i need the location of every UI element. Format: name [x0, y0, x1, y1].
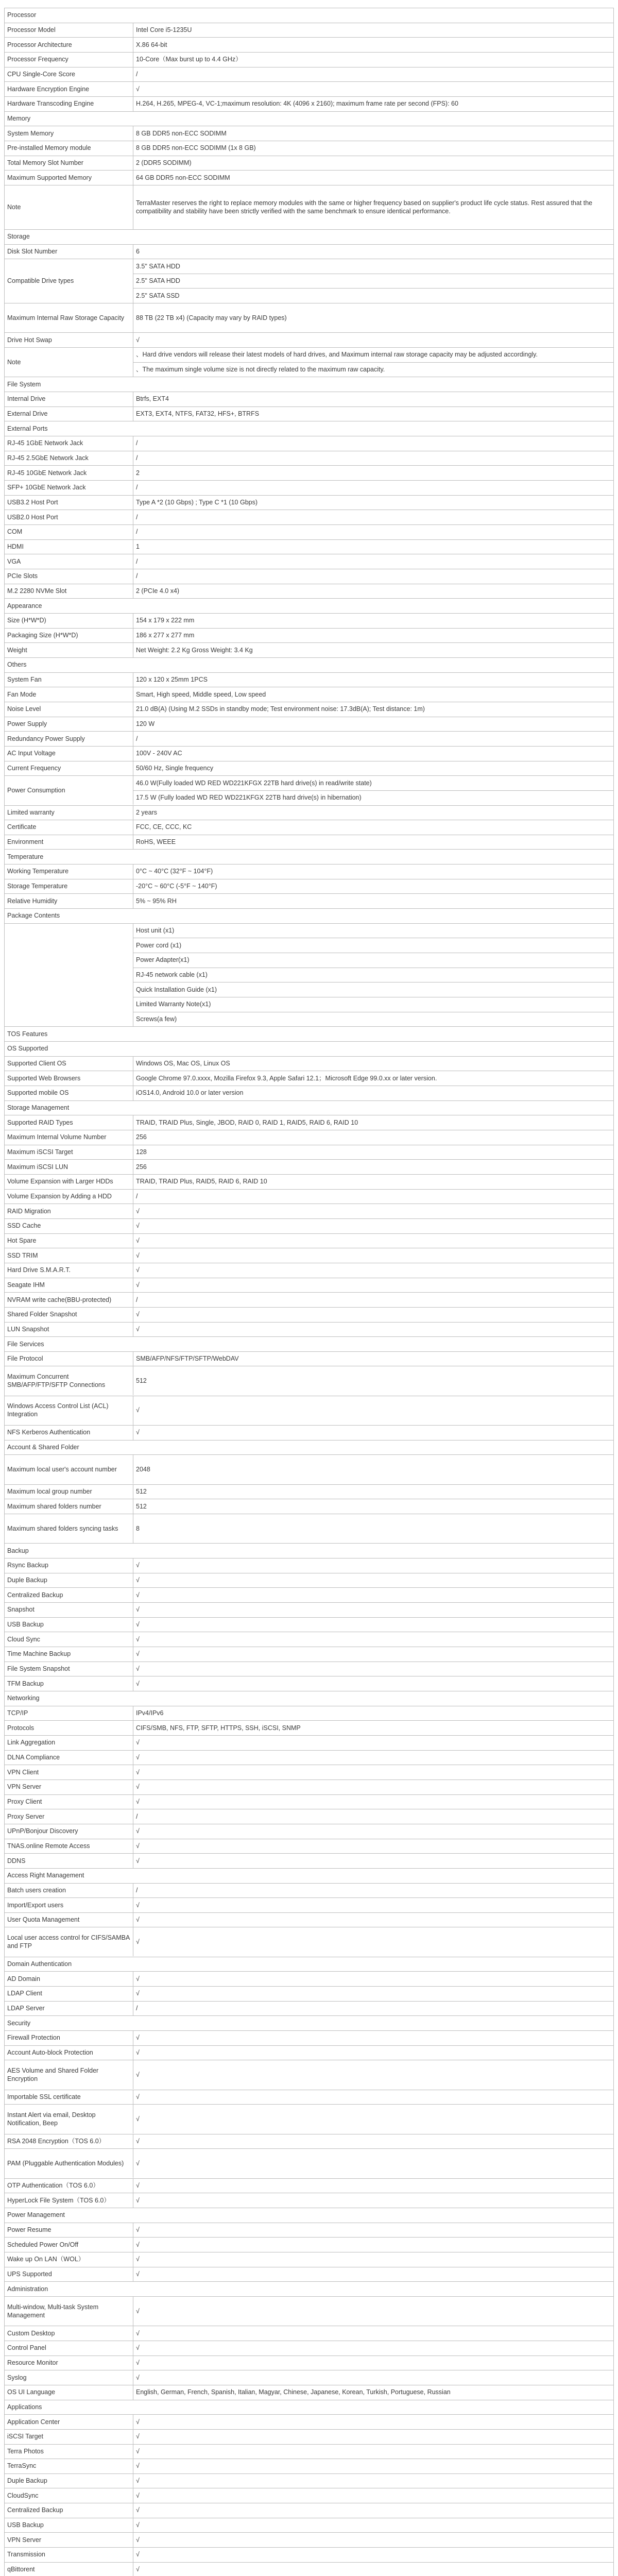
spec-label: VPN Server [7, 1783, 41, 1791]
spec-label: Protocols [7, 1724, 35, 1732]
spec-value: Intel Core i5-1235U [136, 26, 192, 33]
section-header: Appearance [7, 602, 42, 609]
spec-value-line: 2.5" SATA SSD [136, 292, 180, 299]
spec-value: SMB/AFP/NFS/FTP/SFTP/WebDAV [136, 1355, 239, 1363]
spec-label: Maximum Supported Memory [7, 174, 92, 181]
spec-label: Local user access control for CIFS/SAMBA and FTP [7, 1934, 130, 1950]
spec-label: NFS Kerberos Authentication [7, 1429, 91, 1436]
spec-value: √ [136, 336, 140, 344]
spec-value: 21.0 dB(A) (Using M.2 SSDs in standby mode; Test environment noise: 17.3dB(A); Test distance: 1m) [136, 705, 425, 713]
spec-value: 2 years [136, 808, 157, 816]
section-header: Package Contents [7, 912, 60, 920]
spec-value: √ [136, 1325, 140, 1333]
spec-value-line: 46.0 W(Fully loaded WD RED WD221KFGX 22TB hard drive(s) in read/write state) [136, 779, 372, 787]
spec-label: VPN Server [7, 2536, 41, 2544]
spec-label: Seagate IHM [7, 1281, 45, 1289]
section-header: OS Supported [7, 1045, 48, 1053]
row-divider [133, 288, 613, 289]
spec-value: √ [136, 2034, 140, 2042]
spec-label: Compatible Drive types [7, 277, 74, 285]
spec-value: / [136, 1192, 138, 1200]
spec-label: Proxy Client [7, 1798, 42, 1805]
spec-value: H.264, H.265, MPEG-4, VC-1;maximum resolution: 4K (4096 x 2160); maximum frame rate per second (FPS): 60 [136, 100, 458, 108]
spec-value: √ [136, 1783, 140, 1791]
spec-value: Btrfs, EXT4 [136, 395, 169, 403]
spec-label: RAID Migration [7, 1207, 51, 1215]
spec-value-line: 3.5" SATA HDD [136, 262, 180, 270]
spec-value-line: 17.5 W (Fully loaded WD RED WD221KFGX 22TB hard drive(s) in hibernation) [136, 794, 362, 802]
section-header: Security [7, 2019, 31, 2027]
spec-value: √ [136, 2521, 140, 2529]
spec-value: 256 [136, 1163, 147, 1171]
spec-label: Maximum shared folders syncing tasks [7, 1524, 118, 1532]
spec-value: 8 GB DDR5 non-ECC SODIMM [136, 129, 227, 137]
spec-label: Supported RAID Types [7, 1118, 73, 1126]
spec-value: / [136, 439, 138, 447]
spec-value: X.86 64-bit [136, 41, 167, 48]
spec-value: √ [136, 2241, 140, 2248]
spec-value: √ [136, 2196, 140, 2204]
spec-label: Application Center [7, 2418, 60, 2426]
spec-value: 2 (DDR5 SODIMM) [136, 159, 192, 166]
spec-label: Batch users creation [7, 1886, 66, 1894]
section-header: Temperature [7, 853, 44, 860]
spec-value: 120 x 120 x 25mm 1PCS [136, 675, 208, 683]
spec-label: File Protocol [7, 1355, 43, 1363]
spec-label: TFM Backup [7, 1680, 44, 1687]
spec-label: Internal Drive [7, 395, 46, 403]
spec-label: USB2.0 Host Port [7, 513, 58, 521]
spec-value: √ [136, 1222, 140, 1230]
spec-value: √ [136, 2181, 140, 2189]
spec-value-line: Host unit (x1) [136, 927, 175, 935]
spec-label: Power Supply [7, 720, 47, 727]
spec-label: AC Input Voltage [7, 750, 56, 757]
spec-value-line: Screws(a few) [136, 1015, 177, 1023]
spec-value: √ [136, 1901, 140, 1909]
spec-label: Working Temperature [7, 868, 69, 875]
spec-value: TRAID, TRAID Plus, RAID5, RAID 6, RAID 10 [136, 1178, 267, 1185]
spec-value: √ [136, 1680, 140, 1687]
spec-label: Link Aggregation [7, 1739, 56, 1747]
spec-value: / [136, 1296, 138, 1303]
spec-label: Note [7, 203, 21, 211]
spec-value: √ [136, 1827, 140, 1835]
spec-value: √ [136, 2418, 140, 2426]
spec-value: √ [136, 1938, 140, 1946]
spec-label: Hardware Encryption Engine [7, 85, 90, 93]
spec-label: Maximum iSCSI Target [7, 1148, 73, 1156]
spec-value: 256 [136, 1133, 147, 1141]
spec-label: Time Machine Backup [7, 1650, 71, 1658]
spec-label: Cloud Sync [7, 1635, 40, 1643]
spec-value: √ [136, 1635, 140, 1643]
section-header: External Ports [7, 425, 48, 432]
spec-label: Account Auto-block Protection [7, 2049, 93, 2057]
spec-label: Storage Temperature [7, 883, 68, 890]
spec-value: √ [136, 2433, 140, 2441]
spec-label: OTP Authentication（TOS 6.0） [7, 2181, 99, 2189]
spec-label: Weight [7, 646, 27, 654]
spec-label: LUN Snapshot [7, 1325, 49, 1333]
spec-value: √ [136, 2492, 140, 2499]
spec-label: Processor Model [7, 26, 56, 33]
spec-label: Maximum iSCSI LUN [7, 1163, 68, 1171]
spec-label: Disk Slot Number [7, 247, 58, 255]
spec-value: √ [136, 2447, 140, 2455]
spec-label: CPU Single-Core Score [7, 70, 75, 78]
spec-label: Resource Monitor [7, 2359, 58, 2366]
spec-label: Hard Drive S.M.A.R.T. [7, 1266, 71, 1274]
spec-label: DLNA Compliance [7, 1753, 60, 1761]
spec-label: HDMI [7, 543, 24, 550]
spec-label: Shared Folder Snapshot [7, 1311, 77, 1318]
spec-value: 512 [136, 1377, 147, 1385]
spec-label: NVRAM write cache(BBU-protected) [7, 1296, 112, 1303]
spec-label: Fan Mode [7, 690, 37, 698]
spec-label: Note [7, 358, 21, 366]
spec-label: RSA 2048 Encryption（TOS 6.0） [7, 2138, 106, 2145]
spec-value: 154 x 179 x 222 mm [136, 617, 195, 624]
spec-label: DDNS [7, 1857, 26, 1865]
spec-label: LDAP Client [7, 1990, 42, 1997]
spec-label: HyperLock File System（TOS 6.0） [7, 2196, 110, 2204]
spec-label: Size (H*W*D) [7, 617, 46, 624]
spec-value: 2048 [136, 1466, 150, 1473]
spec-value: 0°C ~ 40°C (32°F ~ 104°F) [136, 868, 213, 875]
spec-value: Google Chrome 97.0.xxxx, Mozilla Firefox 9.3, Apple Safari 12.1；Microsoft Edge 99.0.xx or later version. [136, 1074, 437, 1082]
spec-label: Drive Hot Swap [7, 336, 52, 344]
spec-value: √ [136, 2093, 140, 2101]
section-header: Administration [7, 2285, 48, 2293]
spec-value: 50/60 Hz, Single frequency [136, 764, 214, 772]
spec-value-line: RJ-45 network cable (x1) [136, 971, 208, 979]
spec-value: 10-Core（Max burst up to 4.4 GHz） [136, 56, 242, 63]
spec-label: Noise Level [7, 705, 41, 713]
spec-value: 512 [136, 1502, 147, 1510]
section-header: Power Management [7, 2211, 65, 2219]
spec-label: Transmission [7, 2551, 45, 2558]
spec-label: qBittorent [7, 2566, 35, 2573]
spec-label [4, 923, 133, 1027]
spec-label: Supported Web Browsers [7, 1074, 81, 1082]
spec-value: TerraMaster reserves the right to replace memory modules with the same or higher frequency based on supplier's product life cycle status. Rest assured that the compatibility and stability have been strictly verified with the same benchmark to ensure identical performance. [136, 199, 593, 215]
spec-label: PAM (Pluggable Authentication Modules) [7, 2160, 124, 2167]
spec-value: √ [136, 1768, 140, 1776]
spec-label: SSD Cache [7, 1222, 41, 1230]
spec-value: / [136, 528, 138, 536]
spec-label: USB Backup [7, 2521, 44, 2529]
spec-value-line: 、Hard drive vendors will release their latest models of hard drives, and Maximum internal raw storage capacity may be adjusted accordingly. [136, 351, 538, 359]
section-header: Domain Authentication [7, 1960, 72, 1968]
spec-label: Wake up On LAN（WOL） [7, 2256, 85, 2263]
spec-value: √ [136, 1266, 140, 1274]
spec-value: RoHS, WEEE [136, 838, 176, 846]
section-header: Memory [7, 114, 31, 122]
spec-value: 512 [136, 1488, 147, 1496]
spec-label: Custom Desktop [7, 2329, 55, 2337]
spec-value: √ [136, 2256, 140, 2263]
spec-value: √ [136, 2374, 140, 2381]
spec-value: 8 GB DDR5 non-ECC SODIMM (1x 8 GB) [136, 144, 256, 152]
section-header: Storage Management [7, 1104, 70, 1111]
spec-value: √ [136, 1739, 140, 1747]
spec-label: LDAP Server [7, 2005, 45, 2012]
spec-label: RJ-45 1GbE Network Jack [7, 439, 83, 447]
spec-label: Environment [7, 838, 44, 846]
spec-value: 186 x 277 x 277 mm [136, 631, 195, 639]
row-divider [133, 362, 613, 363]
section-header: File Services [7, 1340, 44, 1348]
spec-label: Snapshot [7, 1606, 35, 1614]
spec-value: √ [136, 1975, 140, 1982]
spec-label: AD Domain [7, 1975, 40, 1982]
spec-label: Firewall Protection [7, 2034, 60, 2042]
spec-value: 6 [136, 247, 140, 255]
spec-value: √ [136, 2329, 140, 2337]
spec-value: 2 (PCIe 4.0 x4) [136, 587, 180, 595]
spec-value: 5% ~ 95% RH [136, 897, 177, 905]
spec-label: External Drive [7, 410, 48, 418]
section-header: Others [7, 661, 27, 669]
spec-value: √ [136, 2477, 140, 2485]
spec-label: Limited warranty [7, 808, 55, 816]
spec-label: Power Resume [7, 2226, 52, 2233]
spec-label: USB Backup [7, 1621, 44, 1628]
spec-label: Hardware Transcoding Engine [7, 100, 94, 108]
spec-value: Windows OS, Mac OS, Linux OS [136, 1060, 230, 1067]
spec-label: Pre-installed Memory module [7, 144, 91, 152]
spec-value: √ [136, 2506, 140, 2514]
spec-label: Proxy Server [7, 1812, 45, 1820]
spec-value-line: Quick Installation Guide (x1) [136, 986, 217, 993]
section-header: Account & Shared Folder [7, 1444, 79, 1451]
spec-label: SSD TRIM [7, 1251, 38, 1259]
spec-label: Centralized Backup [7, 2506, 63, 2514]
spec-value: √ [136, 2344, 140, 2352]
spec-value: Type A *2 (10 Gbps) ; Type C *1 (10 Gbps) [136, 499, 258, 506]
spec-value-line: 2.5" SATA HDD [136, 277, 180, 285]
spec-label: System Memory [7, 129, 54, 137]
spec-label: Duple Backup [7, 2477, 47, 2485]
spec-value: √ [136, 2551, 140, 2558]
spec-value: √ [136, 1916, 140, 1924]
spec-label: Processor Architecture [7, 41, 72, 48]
spec-label: Rsync Backup [7, 1562, 48, 1569]
spec-label: UPS Supported [7, 2270, 52, 2278]
spec-value: √ [136, 2049, 140, 2057]
spec-label: M.2 2280 NVMe Slot [7, 587, 67, 595]
spec-value: / [136, 572, 138, 580]
spec-value-line: Power cord (x1) [136, 941, 182, 949]
spec-label: Scheduled Power On/Off [7, 2241, 79, 2248]
section-header: Backup [7, 1547, 29, 1554]
spec-value: / [136, 513, 138, 521]
spec-label: Maximum local user's account number [7, 1466, 117, 1473]
spec-value: / [136, 1886, 138, 1894]
spec-value: 2 [136, 469, 140, 477]
spec-value: √ [136, 1990, 140, 1997]
spec-value: √ [136, 2071, 140, 2079]
spec-value: / [136, 70, 138, 78]
spec-label: Certificate [7, 823, 37, 831]
spec-value: / [136, 2005, 138, 2012]
section-header: TOS Features [7, 1030, 48, 1038]
spec-label: Packaging Size (H*W*D) [7, 631, 78, 639]
spec-label: Volume Expansion with Larger HDDs [7, 1178, 113, 1185]
spec-value: √ [136, 2566, 140, 2573]
spec-label: iSCSI Target [7, 2433, 43, 2441]
spec-label: USB3.2 Host Port [7, 499, 58, 506]
section-header: Storage [7, 233, 30, 241]
spec-value: √ [136, 1665, 140, 1672]
spec-label: Duple Backup [7, 1577, 47, 1584]
spec-label: Importable SSL certificate [7, 2093, 81, 2101]
spec-value: Smart, High speed, Middle speed, Low speed [136, 690, 266, 698]
spec-label: Supported mobile OS [7, 1089, 69, 1097]
spec-value-line: 、The maximum single volume size is not directly related to the maximum raw capacity. [136, 366, 385, 374]
section-header: Access Right Management [7, 1872, 84, 1879]
spec-value: TRAID, TRAID Plus, Single, JBOD, RAID 0, RAID 1, RAID5, RAID 6, RAID 10 [136, 1118, 358, 1126]
spec-value: √ [136, 1251, 140, 1259]
section-header: Networking [7, 1694, 40, 1702]
spec-value: √ [136, 1621, 140, 1628]
spec-value: √ [136, 1207, 140, 1215]
spec-label: System Fan [7, 675, 42, 683]
section-header: Applications [7, 2403, 42, 2411]
spec-value: √ [136, 1236, 140, 1244]
spec-value: 100V - 240V AC [136, 750, 182, 757]
spec-value: 88 TB (22 TB x4) (Capacity may vary by RAID types) [136, 314, 287, 321]
spec-label: Maximum Internal Raw Storage Capacity [7, 314, 125, 321]
column-divider [613, 8, 614, 2576]
spec-value: √ [136, 1591, 140, 1599]
spec-value: √ [136, 2160, 140, 2167]
spec-label: Hot Spare [7, 1236, 37, 1244]
spec-value: √ [136, 2115, 140, 2123]
spec-value: English, German, French, Spanish, Italian, Magyar, Chinese, Japanese, Korean, Turkish, Portuguese, Russian [136, 2388, 451, 2396]
spec-label: PCIe Slots [7, 572, 38, 580]
section-header: Processor [7, 11, 37, 19]
spec-value: √ [136, 1650, 140, 1658]
spec-value: EXT3, EXT4, NTFS, FAT32, HFS+, BTRFS [136, 410, 260, 418]
spec-label: VGA [7, 557, 21, 565]
spec-value: / [136, 557, 138, 565]
row-divider [133, 790, 613, 791]
spec-value: √ [136, 2536, 140, 2544]
spec-value: / [136, 1812, 138, 1820]
spec-value: iOS14.0, Android 10.0 or later version [136, 1089, 244, 1097]
spec-value: √ [136, 1842, 140, 1850]
spec-value: √ [136, 2462, 140, 2470]
spec-label: AES Volume and Shared Folder Encryption [7, 2067, 99, 2083]
spec-label: VPN Client [7, 1768, 39, 1776]
spec-label: Syslog [7, 2374, 27, 2381]
spec-value: 8 [136, 1524, 140, 1532]
spec-value: 1 [136, 543, 140, 550]
spec-label: Terra Photos [7, 2447, 44, 2455]
spec-label: Supported Client OS [7, 1060, 66, 1067]
spec-value: / [136, 454, 138, 462]
spec-value: √ [136, 2359, 140, 2366]
spec-label: OS UI Language [7, 2388, 56, 2396]
spec-value: 64 GB DDR5 non-ECC SODIMM [136, 174, 230, 181]
spec-value: √ [136, 1606, 140, 1614]
spec-label: Control Panel [7, 2344, 46, 2352]
spec-value: √ [136, 1406, 140, 1414]
spec-value: √ [136, 1311, 140, 1318]
spec-label: RJ-45 10GbE Network Jack [7, 469, 87, 477]
spec-value: 128 [136, 1148, 147, 1156]
spec-label: TCP/IP [7, 1709, 28, 1717]
spec-value: CIFS/SMB, NFS, FTP, SFTP, HTTPS, SSH, iSCSI, SNMP [136, 1724, 301, 1732]
spec-value: √ [136, 2307, 140, 2315]
spec-value: √ [136, 1857, 140, 1865]
spec-label: Maximum shared folders number [7, 1502, 101, 1510]
spec-label: Volume Expansion by Adding a HDD [7, 1192, 112, 1200]
spec-label: RJ-45 2.5GbE Network Jack [7, 454, 89, 462]
spec-value: √ [136, 1577, 140, 1584]
spec-value: -20°C ~ 60°C (-5°F ~ 140°F) [136, 883, 217, 890]
spec-label: Maximum Concurrent SMB/AFP/FTP/SFTP Connections [7, 1373, 106, 1389]
spec-value: 120 W [136, 720, 155, 727]
spec-value: √ [136, 1281, 140, 1289]
spec-label: COM [7, 528, 23, 536]
section-header: File System [7, 380, 41, 388]
spec-value: Net Weight: 2.2 Kg Gross Weight: 3.4 Kg [136, 646, 253, 654]
spec-value: √ [136, 85, 140, 93]
spec-value: √ [136, 1753, 140, 1761]
spec-label: Current Frequency [7, 764, 61, 772]
spec-label: TerraSync [7, 2462, 37, 2470]
spec-value-line: Limited Warranty Note(x1) [136, 1001, 211, 1008]
spec-label: Multi-window, Multi-task System Management [7, 2303, 99, 2319]
spec-value: √ [136, 1562, 140, 1569]
spec-value: / [136, 735, 138, 742]
spec-label: File System Snapshot [7, 1665, 70, 1672]
spec-label: Relative Humidity [7, 897, 58, 905]
spec-label: Maximum local group number [7, 1488, 92, 1496]
spec-value: / [136, 484, 138, 492]
spec-label: Instant Alert via email, Desktop Notification, Beep [7, 2111, 96, 2127]
spec-value: √ [136, 1798, 140, 1805]
spec-value: √ [136, 2226, 140, 2233]
spec-label: TNAS.online Remote Access [7, 1842, 90, 1850]
spec-value: IPv4/IPv6 [136, 1709, 164, 1717]
spec-label: SFP+ 10GbE Network Jack [7, 484, 86, 492]
spec-value: √ [136, 2270, 140, 2278]
spec-label: Windows Access Control List (ACL) Integration [7, 1402, 109, 1418]
spec-value-line: Power Adapter(x1) [136, 956, 190, 964]
spec-value: FCC, CE, CCC, KC [136, 823, 192, 831]
spec-value: √ [136, 2138, 140, 2145]
spec-label: Maximum Internal Volume Number [7, 1133, 107, 1141]
spec-label: Processor Frequency [7, 56, 68, 63]
spec-value: √ [136, 1429, 140, 1436]
spec-label: UPnP/Bonjour Discovery [7, 1827, 78, 1835]
spec-label: Redundancy Power Supply [7, 735, 85, 742]
spec-label: Total Memory Slot Number [7, 159, 83, 166]
spec-label: Import/Export users [7, 1901, 64, 1909]
spec-label: CloudSync [7, 2492, 39, 2499]
spec-label: Power Consumption [7, 786, 65, 794]
spec-label: Centralized Backup [7, 1591, 63, 1599]
spec-label: User Quota Management [7, 1916, 80, 1924]
